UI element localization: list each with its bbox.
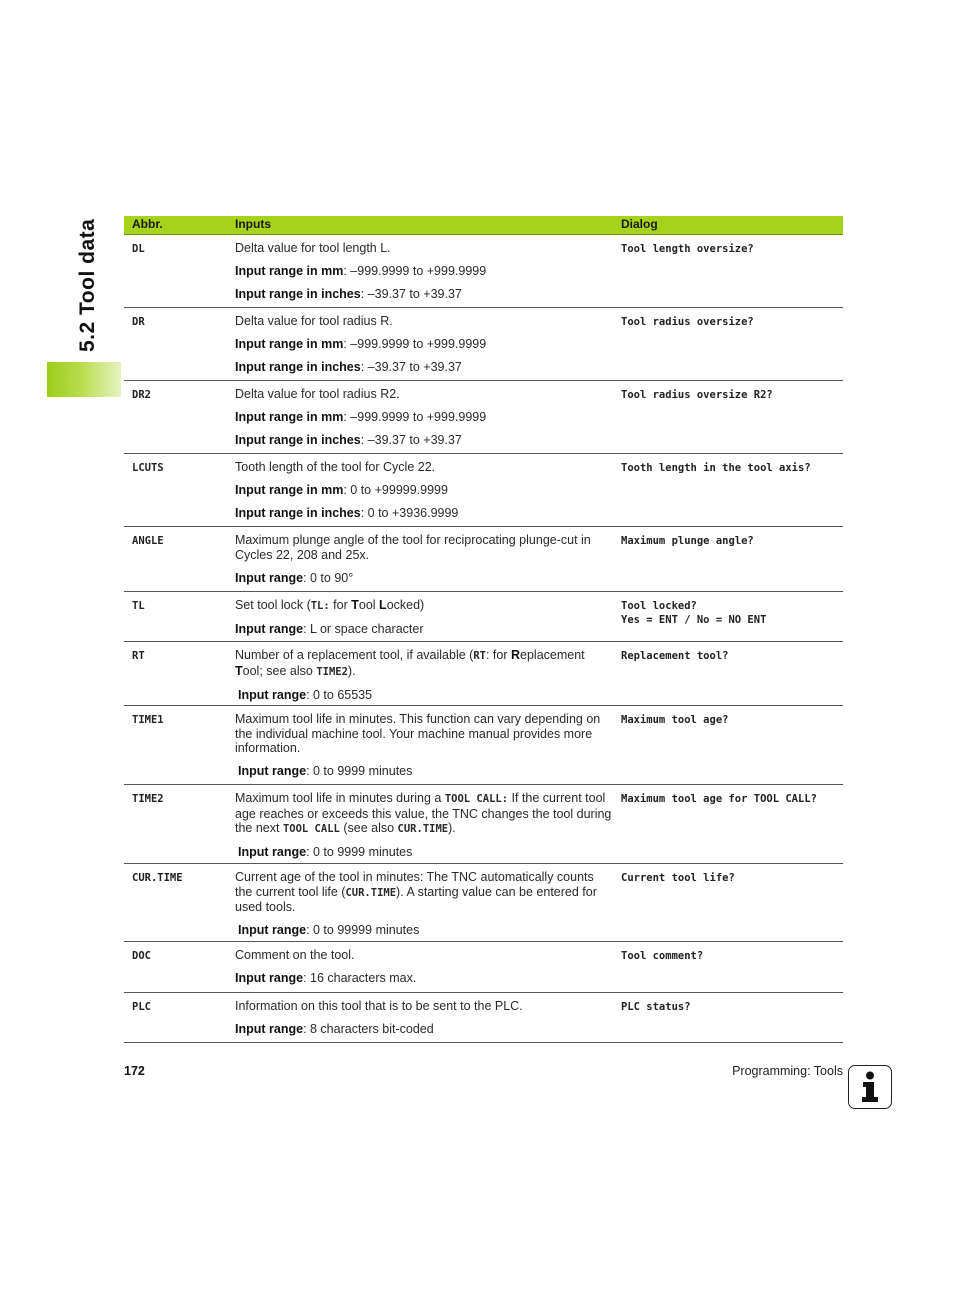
text-run: Current age of the tool in minutes: The TNC automatically counts the current tool life ( <box>235 870 594 899</box>
inputs-cell <box>234 314 621 380</box>
text-run: : for <box>485 648 511 662</box>
text-run: ). <box>448 821 456 835</box>
emphasis: T <box>235 663 243 678</box>
range-label: Input range in mm <box>235 337 344 351</box>
text-run: If the current tool age reaches or exceeds this value, the TNC changes the tool during the next <box>235 791 612 835</box>
range <box>235 571 613 586</box>
description: Delta value for tool radius R. <box>235 314 393 328</box>
table-row <box>124 942 843 993</box>
range-value: : 0 to +3936.9999 <box>360 506 459 520</box>
inputs-cell <box>234 460 621 526</box>
dialog-cell: Tool radius oversize R2? <box>621 389 773 401</box>
range-mm <box>235 264 613 279</box>
range-value: : –999.9999 to +999.9999 <box>343 337 487 351</box>
range <box>235 1022 613 1037</box>
dialog-cell <box>621 598 843 641</box>
abbr-cell: DR2 <box>132 389 151 401</box>
abbr-cell: TIME1 <box>132 714 164 726</box>
range-value: : 0 to 9999 minutes <box>306 764 413 778</box>
chapter-title: Programming: Tools <box>732 1064 843 1078</box>
header-dialog: Dialog <box>621 217 658 231</box>
inputs-cell <box>234 241 621 307</box>
range-label: Input range in inches <box>235 506 361 520</box>
description <box>235 870 613 915</box>
text-run: Number of a replacement tool, if available ( <box>235 648 474 662</box>
abbr-cell: TIME2 <box>132 793 164 805</box>
emphasis: L <box>379 598 387 612</box>
range-value: : 0 to 65535 <box>306 687 373 702</box>
table-row <box>124 864 843 942</box>
range-value: : 0 to 90° <box>303 570 354 585</box>
abbr-cell: DL <box>132 243 145 255</box>
inputs-cell <box>234 648 621 705</box>
range <box>235 971 613 986</box>
info-icon <box>848 1065 892 1109</box>
inputs-cell <box>234 533 621 591</box>
text-run: ). A starting value can be entered for used tools. <box>235 884 597 914</box>
dialog-cell: Tool comment? <box>621 950 704 962</box>
abbr-cell: DOC <box>132 950 151 962</box>
range-value: : 16 characters max. <box>303 971 417 985</box>
abbr-cell: CUR.TIME <box>132 872 183 884</box>
dialog-cell: Maximum plunge angle? <box>621 535 754 547</box>
range-label: Input range in mm <box>235 483 344 497</box>
description <box>235 598 613 614</box>
text-run: Maximum tool life in minutes during a <box>235 791 445 805</box>
range <box>235 845 613 860</box>
range-label: Input range in inches <box>235 360 361 374</box>
range-label: Input range <box>238 845 307 859</box>
range-label: Input range <box>235 622 304 636</box>
dialog-cell: Tooth length in the tool axis? <box>621 462 811 474</box>
table-row <box>124 592 843 642</box>
range-value: : –39.37 to +39.37 <box>360 433 462 447</box>
range-label: Input range <box>238 764 307 778</box>
abbr-cell: PLC <box>132 1001 151 1013</box>
abbr-cell: LCUTS <box>132 462 164 474</box>
inputs-cell <box>234 999 621 1042</box>
range-label: Input range <box>238 923 307 937</box>
code-term: CUR.TIME <box>397 823 449 835</box>
description <box>235 791 613 837</box>
range-value: : L or space character <box>303 622 424 636</box>
emphasis: R <box>510 648 521 662</box>
inputs-cell <box>234 791 621 863</box>
text-run: ool; see also <box>242 663 317 678</box>
table-row <box>124 706 843 785</box>
inputs-cell <box>234 870 621 941</box>
range <box>235 688 613 703</box>
dialog-cell: PLC status? <box>621 1001 691 1013</box>
table-row <box>124 527 843 592</box>
info-glyph <box>849 1066 890 1107</box>
range-mm <box>235 337 613 352</box>
range-value: : –39.37 to +39.37 <box>360 287 462 301</box>
description: Maximum tool life in minutes. This function can vary depending on the individual machine tool. Your machine manual provides more information. <box>235 712 601 755</box>
range-value: : –999.9999 to +999.9999 <box>343 264 487 278</box>
table-row <box>124 993 843 1043</box>
header-abbr: Abbr. <box>132 217 163 231</box>
tool-data-table <box>124 216 843 1043</box>
range-label: Input range <box>235 971 304 985</box>
range-inches <box>235 360 613 375</box>
description: Tooth length of the tool for Cycle 22. <box>235 460 436 474</box>
dialog-text: Tool locked? Yes = ENT / No = NO ENT <box>621 600 767 626</box>
range-mm <box>235 410 613 425</box>
range-value: : –39.37 to +39.37 <box>360 360 462 374</box>
dialog-cell: Tool length oversize? <box>621 243 754 255</box>
text-run: ool <box>358 598 380 612</box>
range-inches <box>235 433 613 448</box>
table-header <box>124 216 843 235</box>
range-value: : 8 characters bit-coded <box>303 1022 434 1036</box>
range <box>235 622 613 637</box>
description: Comment on the tool. <box>235 948 355 962</box>
range-label: Input range in mm <box>235 264 344 278</box>
table-row <box>124 785 843 864</box>
dialog-cell: Maximum tool age? <box>621 714 729 726</box>
range-label: Input range <box>235 1022 304 1036</box>
section-tab-marker <box>47 362 121 397</box>
abbr-cell: RT <box>132 650 145 662</box>
text-run: ocked) <box>386 598 425 612</box>
range-mm <box>235 483 613 498</box>
section-title: 5.2 Tool data <box>76 218 99 352</box>
table-row <box>124 308 843 381</box>
dialog-cell: Current tool life? <box>621 872 735 884</box>
description <box>235 648 613 679</box>
range-value: : –999.9999 to +999.9999 <box>343 410 487 424</box>
range-label: Input range in inches <box>235 433 361 447</box>
range <box>235 923 613 938</box>
description: Maximum plunge angle of the tool for reciprocating plunge-cut in Cycles 22, 208 and 25x. <box>235 533 591 562</box>
abbr-cell: TL <box>132 600 145 612</box>
range-value: : 0 to +99999.9999 <box>343 483 448 497</box>
range-label: Input range in mm <box>235 410 344 424</box>
code-term: TOOL CALL: <box>444 793 509 805</box>
text-run: eplacement <box>520 648 585 662</box>
range-inches <box>235 506 613 521</box>
code-term: TIME2 <box>316 665 348 678</box>
description: Delta value for tool radius R2. <box>235 387 400 401</box>
header-inputs: Inputs <box>235 217 271 231</box>
table-row <box>124 235 843 308</box>
dialog-cell: Maximum tool age for TOOL CALL? <box>621 793 817 805</box>
range-value: : 0 to 99999 minutes <box>306 923 420 937</box>
code-term: TOOL CALL <box>282 823 340 835</box>
text-run: Set tool lock ( <box>235 598 311 612</box>
dialog-cell: Tool radius oversize? <box>621 316 754 328</box>
range <box>235 764 613 779</box>
range-label: Input range in inches <box>235 287 361 301</box>
range-inches <box>235 287 613 302</box>
text-run: for <box>329 598 352 612</box>
inputs-cell <box>234 712 621 784</box>
inputs-cell <box>234 598 621 641</box>
abbr-cell: DR <box>132 316 145 328</box>
abbr-cell: ANGLE <box>132 535 164 547</box>
table-row <box>124 381 843 454</box>
range-label: Input range <box>235 570 304 585</box>
range-label: Input range <box>238 687 307 702</box>
text-run: (see also <box>339 821 398 835</box>
description: Delta value for tool length L. <box>235 241 391 255</box>
page-number: 172 <box>124 1064 145 1078</box>
table-row <box>124 454 843 527</box>
dialog-cell: Replacement tool? <box>621 650 729 662</box>
inputs-cell <box>234 387 621 453</box>
emphasis: T <box>351 598 359 612</box>
range-value: : 0 to 9999 minutes <box>306 845 413 859</box>
inputs-cell <box>234 948 621 992</box>
text-run: ). <box>347 663 356 678</box>
table-row <box>124 642 843 706</box>
code-term: RT <box>473 650 486 662</box>
code-term: CUR.TIME <box>345 886 397 899</box>
description: Information on this tool that is to be sent to the PLC. <box>235 999 523 1013</box>
code-term: TL: <box>310 600 330 612</box>
